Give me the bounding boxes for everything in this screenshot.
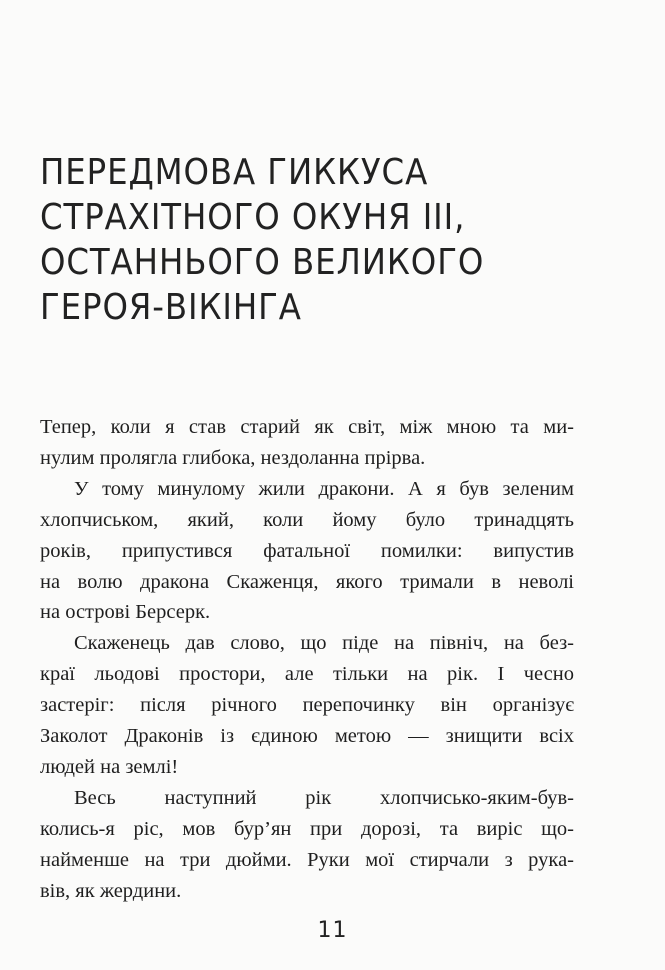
text-line: колись-я ріс, мов бур’ян при дорозі, та виріс що- bbox=[40, 817, 574, 840]
paragraph-2 bbox=[40, 474, 574, 629]
text-line: людей на землі! bbox=[40, 755, 179, 778]
heading-line: СТРАХІТНОГО ОКУНЯ ІІІ, bbox=[40, 197, 466, 238]
paragraph-1 bbox=[40, 412, 574, 474]
text-line: нулим пролягла глибока, нездоланна прірва. bbox=[40, 446, 426, 469]
chapter-heading bbox=[40, 150, 580, 330]
text-line: краї льодові простори, але тільки на рік. І чесно bbox=[40, 663, 574, 686]
heading-line: ГЕРОЯ-ВІКІНГА bbox=[40, 287, 302, 328]
heading-line: ПЕРЕДМОВА ГИККУСА bbox=[40, 152, 429, 193]
text-line: на волю дракона Скаженця, якого тримали в неволі bbox=[40, 570, 574, 593]
text-line: на острові Берсерк. bbox=[40, 601, 211, 624]
text-line: хлопчиськом, який, коли йому було тринадцять bbox=[40, 508, 574, 531]
heading-line: ОСТАННЬОГО ВЕЛИКОГО bbox=[40, 242, 485, 283]
text-line: Тепер, коли я став старий як світ, між мною та ми- bbox=[40, 416, 574, 438]
body-text bbox=[40, 412, 574, 907]
page-number: 11 bbox=[317, 918, 348, 943]
text-line: років, припустився фатальної помилки: випустив bbox=[40, 539, 574, 562]
text-line: Скаженець дав слово, що піде на північ, на без- bbox=[74, 632, 574, 655]
text-line: У тому минулому жили дракони. А я був зеленим bbox=[74, 477, 574, 500]
paragraph-3 bbox=[40, 628, 574, 783]
paragraph-4 bbox=[40, 783, 574, 907]
text-line: вів, як жердини. bbox=[40, 879, 182, 902]
text-line: застеріг: після річного перепочинку він організує bbox=[40, 694, 574, 717]
text-line: Заколот Драконів із єдиною метою — знищити всіх bbox=[40, 725, 574, 748]
text-line: Весь наступний рік хлопчисько-яким-був- bbox=[74, 786, 574, 809]
text-line: найменше на три дюйми. Руки мої стирчали з рука- bbox=[40, 848, 574, 871]
